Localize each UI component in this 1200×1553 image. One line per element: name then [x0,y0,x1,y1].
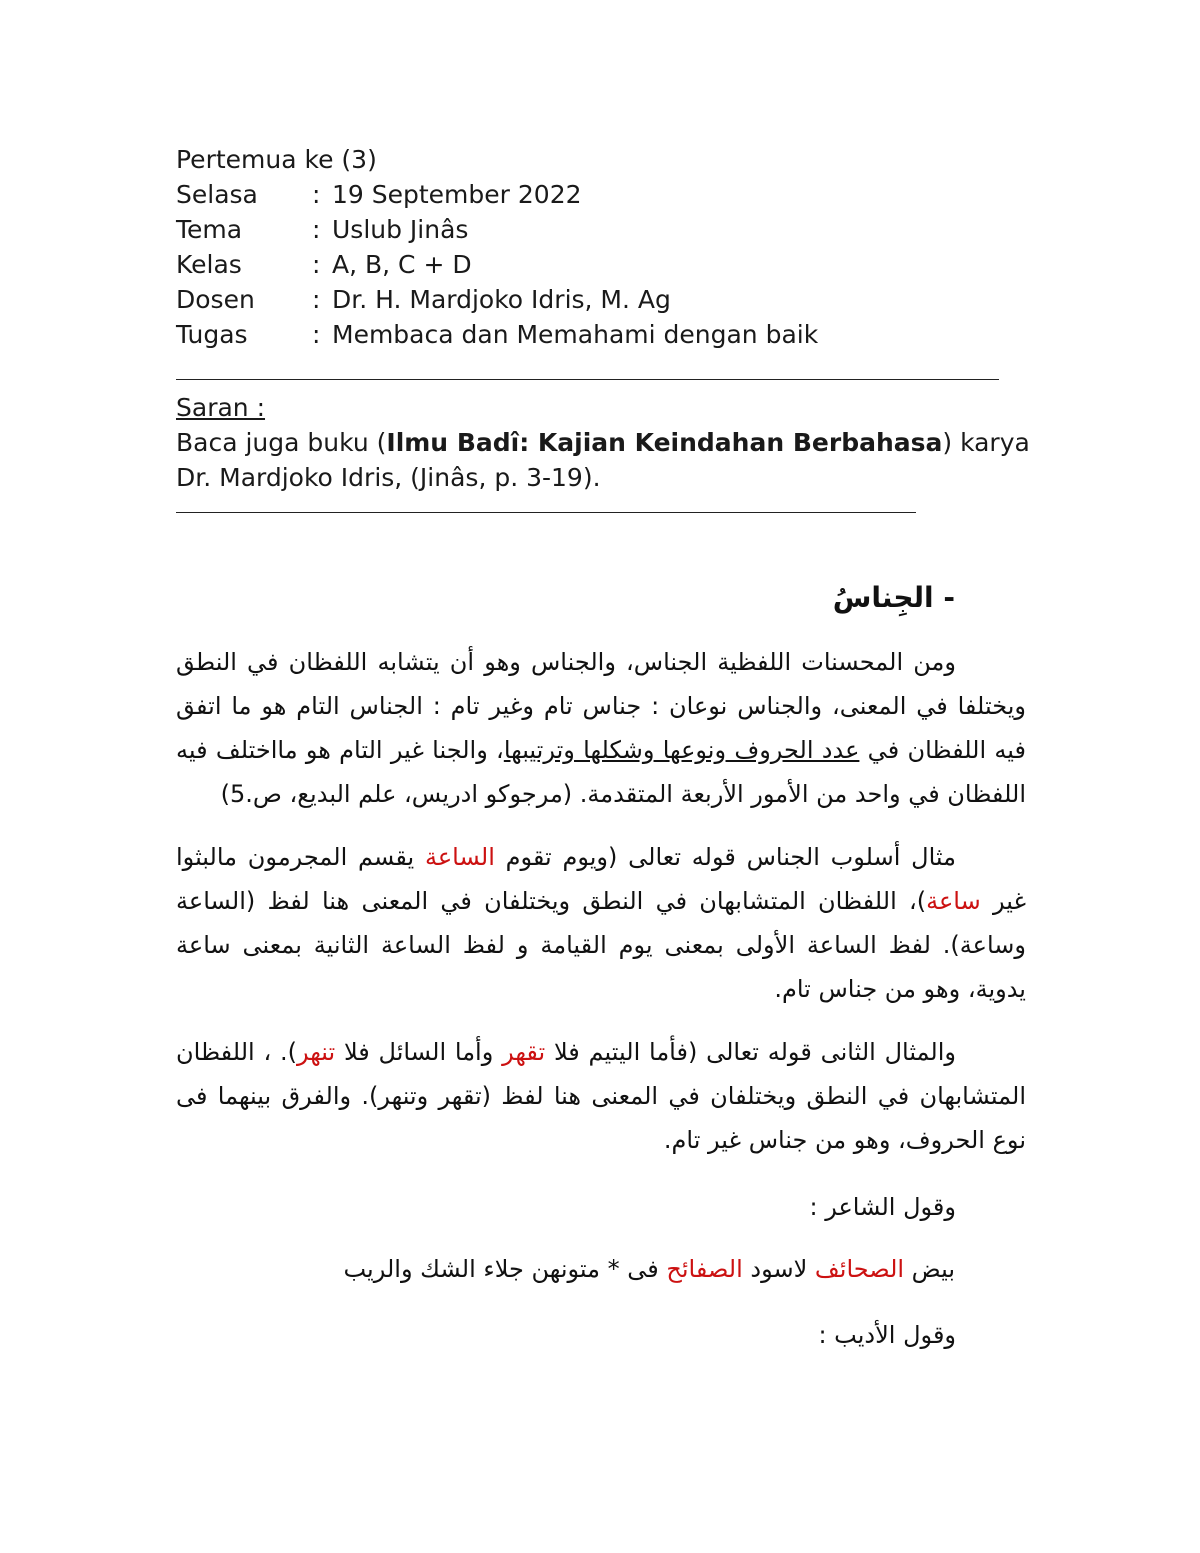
divider-line [176,379,999,380]
highlight-word: الساعة [424,843,495,871]
meta-label: Tema [176,215,243,244]
paragraph-example-2 [176,1030,1026,1162]
meeting-info [176,142,1036,352]
meta-separator: : [312,320,321,349]
meta-row-lecturer [176,282,1036,317]
suggestion-text [176,425,1036,495]
paragraph-text: ومن المحسنات اللفظية الجناس، والجناس وهو أن يتشابه اللفظان في النطق ويختلفا في المعنى، والجناس نوعان : جناس تام وغير تام : الجناس التام هو ما اتفق فيه اللفظان في [176,648,1026,764]
meeting-title: Pertemua ke (3) [176,145,377,174]
meta-value: Membaca dan Memahami dengan baik [332,320,819,349]
meta-label: Tugas [176,320,248,349]
meta-separator: : [312,180,321,209]
paragraph-text: ). ، اللفظان المتشابهان في النطق ويختلفان في المعنى هنا لفظ (تقهر وتنهر). والفرق بينهما فى نوع الحروف، وهو من جناس غير تام. [176,1038,1026,1154]
meta-label: Dosen [176,285,255,314]
paragraph-text: يقسم المجرمون مالبثوا غير [176,843,1027,915]
highlight-word: الصحائف [814,1255,905,1283]
meta-label: Selasa [176,180,258,209]
paragraph-text: والمثال الثانى قوله تعالى (فأما اليتيم فلا [545,1038,957,1066]
meta-separator: : [312,250,321,279]
paragraph-text: فى * متونهن جلاء الشك والريب [343,1255,667,1283]
meta-row-theme [176,212,1036,247]
meta-row-task [176,317,1036,352]
paragraph-text: مثال أسلوب الجناس قوله تعالى (ويوم تقوم [494,843,956,871]
section-heading: - الجِناسُ [832,581,955,614]
paragraph-example-1 [176,835,1026,1011]
paragraph-definition [176,640,1026,816]
highlight-word: تقهر [502,1038,546,1066]
meta-separator: : [312,285,321,314]
meta-row-class [176,247,1036,282]
book-title: Ilmu Badî: Kajian Keindahan Berbahasa [386,428,943,457]
underlined-phrase: عدد الحروف ونوعها وشكلها وترتيبها [503,736,860,764]
paragraph-text: لاسود [742,1255,815,1283]
meta-value: A, B, C + D [332,250,472,279]
suggestion-title: Saran : [176,393,266,422]
writer-quote-intro: وقول الأديب : [818,1321,956,1349]
paragraph-text: ، والجنا غير التام هو مااختلف فيه اللفظان في واحد من الأمور الأربعة المتقدمة. (مرجوكو ادريس، علم البديع، ص.5) [176,736,1026,808]
suggestion-prefix: Baca juga buku ( [176,428,387,457]
highlight-word: ساعة [926,887,981,915]
meta-value: 19 September 2022 [332,180,582,209]
poem-verse [155,1247,955,1291]
meta-label: Kelas [176,250,242,279]
suggestion-block [176,390,1036,495]
paragraph-text: وأما السائل فلا [335,1038,503,1066]
poet-quote-intro: وقول الشاعر : [809,1193,956,1221]
meta-value: Dr. H. Mardjoko Idris, M. Ag [332,285,671,314]
meta-value: Uslub Jinâs [332,215,469,244]
paragraph-text: بيض [904,1255,955,1283]
highlight-word: الصفائح [666,1255,743,1283]
divider-line [176,512,916,513]
paragraph-text: )، اللفظان المتشابهان في النطق ويختلفان في المعنى هنا لفظ (الساعة وساعة). لفظ الساعة الأولى بمعنى يوم القيامة و لفظ الساعة الثانية بمعنى ساعة يدوية، وهو من جناس تام. [176,887,1026,1003]
suggestion-suffix: ) karya Dr. Mardjoko Idris, (Jinâs, p. 3-19). [176,428,1030,492]
highlight-word: تنهر [296,1038,336,1066]
meta-row-day [176,177,1036,212]
meta-separator: : [312,215,321,244]
